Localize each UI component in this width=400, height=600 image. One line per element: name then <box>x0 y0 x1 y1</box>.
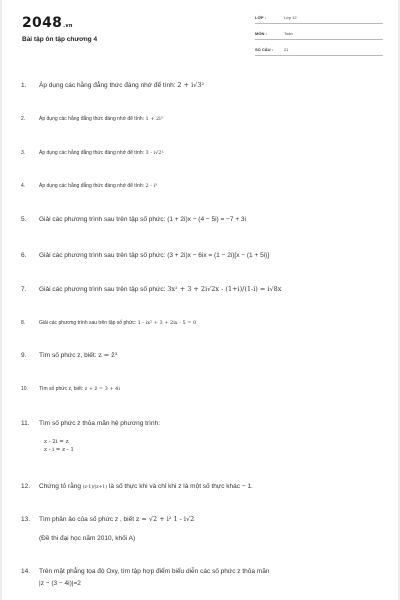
problem-number: 10. <box>21 386 28 392</box>
problem-text: Tìm số phức z thỏa mãn hệ phương trình: <box>39 420 160 427</box>
problem-number: 7. <box>21 286 27 293</box>
problem-number: 5. <box>21 216 27 223</box>
problem-text: Áp dụng các hằng đẳng thức đáng nhớ để tính: <box>39 82 178 89</box>
problem-text: Tìm phần ảo của số phức z , biết <box>39 516 136 523</box>
problem-math: 1 + 2i³ <box>145 116 163 122</box>
logo-suffix: .vn <box>63 23 73 29</box>
problem-number: 3. <box>21 150 26 156</box>
problem-text: Chứng tỏ rằng <box>39 483 83 490</box>
system-line: z - 2i = z <box>44 439 69 445</box>
problem-math: z = √2 + i² 1 - i√2 <box>135 515 195 523</box>
problem-number: 4. <box>21 183 26 189</box>
problem-text: là số thực khi và chỉ khi z là một số thực khác − 1. <box>107 483 253 490</box>
problem-item <box>21 285 388 294</box>
problem-number: 12. <box>21 483 31 490</box>
problem-item <box>21 515 388 524</box>
meta-row-subject <box>255 28 383 40</box>
problem-number: 11. <box>21 420 30 427</box>
problem-text: Giải các phương trình sau trên tập số phức: (3 + 2i)x − 6ix = (1 − 2i)[x − (1 + 5i)] <box>39 252 270 259</box>
logo-main: 2048 <box>22 15 63 31</box>
document-title: Bài tập ôn tập chương 4 <box>22 36 98 43</box>
problem-item <box>21 419 388 428</box>
problem-item <box>21 182 388 191</box>
system-line: z - i = z - 1 <box>44 447 74 453</box>
meta-key: LỚP : <box>255 15 266 20</box>
problem-number: 1. <box>21 82 27 89</box>
problem-item <box>21 482 388 492</box>
problem-item <box>21 385 388 394</box>
problem-math: 3x² + 3 + 2i√2x - (1+i)/(1-i) = i√8x <box>167 285 282 293</box>
meta-value: 21 <box>284 47 289 52</box>
problem-item <box>21 81 388 90</box>
problem-text: Giải các phương trình sau trên tập số phức: (1 + 2i)x − (4 − 5i) = −7 + 3i <box>39 216 246 223</box>
problem-text: Áp dụng các hằng đẳng thức đáng nhớ để tính: <box>39 116 146 122</box>
problem-item <box>21 567 388 576</box>
problem-text: Trên mặt phẳng tọa độ Oxy, tìm tập hợp điểm biểu diễn các số phức z thỏa mãn <box>39 568 270 575</box>
problem-continuation: |z − (3 − 4i)|=2 <box>39 580 81 587</box>
problem-math: (z-1)/(z+1) <box>82 485 108 490</box>
problem-math: z = z̄³ <box>98 351 118 359</box>
problem-text: Giải các phương trình sau trên tập số phức: <box>39 320 138 326</box>
problem-item <box>21 351 388 360</box>
meta-value: Lớp 12 <box>284 15 297 20</box>
problem-item <box>21 149 388 158</box>
problem-math: 1 - ix² + 3 + 2ix - 5 = 0 <box>137 320 197 326</box>
problem-number: 8. <box>21 320 26 326</box>
problem-item <box>21 115 388 124</box>
problem-number: 2. <box>21 116 26 122</box>
problem-text: Tìm số phức z, biết: <box>39 386 85 392</box>
problem-text: Giải các phương trình sau trên tập số phức: <box>39 286 168 293</box>
problem-text: Áp dụng các hằng đẳng thức đáng nhớ để tính: <box>39 150 146 156</box>
problem-item <box>21 251 388 260</box>
meta-key: SỐ CÂU : <box>255 47 273 52</box>
problem-text: Tìm số phức z, biết: <box>39 352 99 359</box>
problem-math: 3 - i√2² <box>145 150 164 156</box>
meta-value: Toán <box>284 31 293 36</box>
problem-text: Áp dụng các hằng đẳng thức đáng nhớ để tính: <box>39 183 146 189</box>
meta-row-class <box>255 12 383 24</box>
meta-box <box>255 12 383 60</box>
left-edge <box>0 0 2 600</box>
meta-row-count <box>255 44 383 56</box>
problem-math: 2 - i³ <box>145 183 158 189</box>
system-equation <box>44 438 74 454</box>
problem-number: 14. <box>21 568 31 575</box>
problem-number: 9. <box>21 352 27 359</box>
problem-number: 6. <box>21 252 27 259</box>
source-note: (Đề thi đại học năm 2010, khối A) <box>39 535 136 542</box>
site-logo[interactable] <box>22 15 73 31</box>
problem-item <box>21 215 388 224</box>
problem-item <box>21 319 388 328</box>
meta-key: MÔN : <box>255 31 267 36</box>
problem-math: 2 + i√3² <box>177 81 205 89</box>
problem-math: z + z̄ = 3 + 4i <box>84 386 120 392</box>
problem-number: 13. <box>21 516 31 523</box>
